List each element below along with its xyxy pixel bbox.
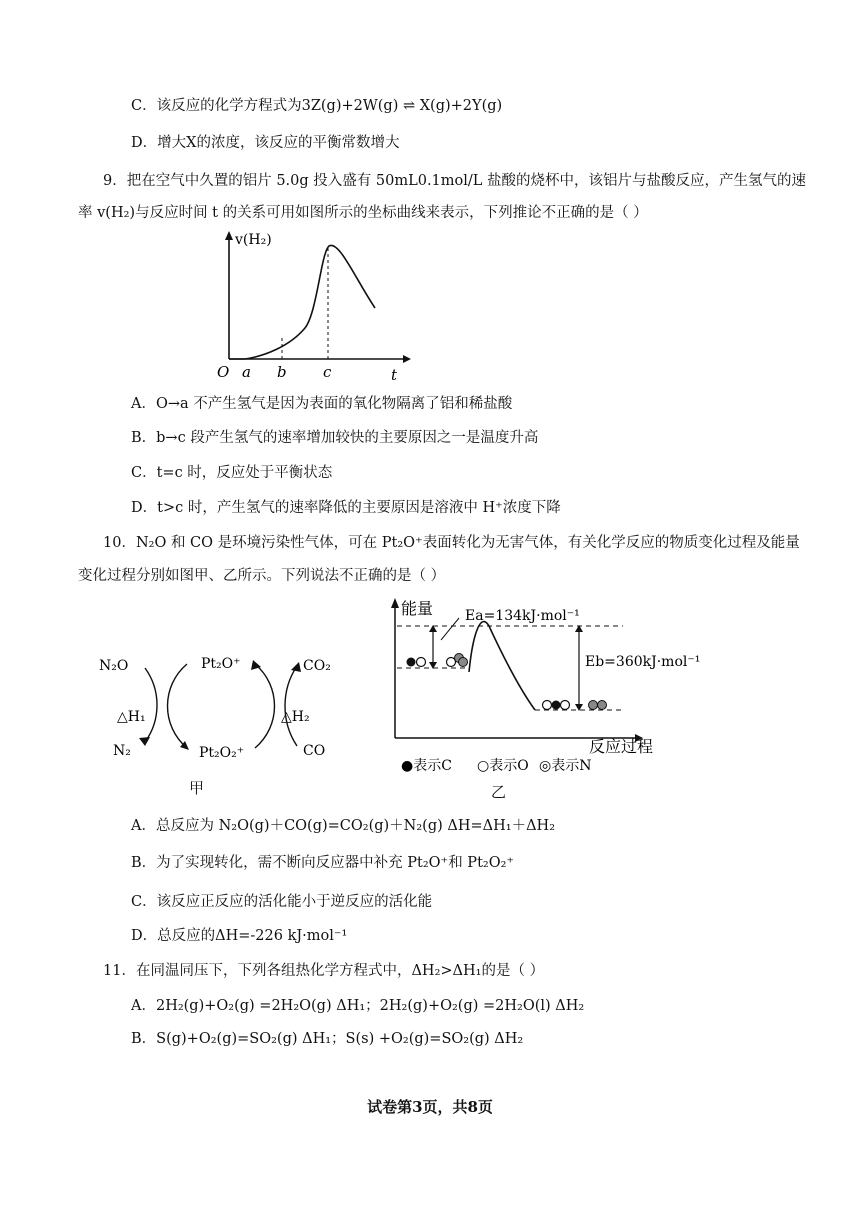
tick-c: c — [323, 363, 332, 381]
q9-stem-line2: 率 v(H₂)与反应时间 t 的关系可用如图所示的坐标曲线来表示，下列推论不正确的是（ ） — [78, 205, 648, 221]
ea-pointer — [441, 618, 459, 640]
q10-stem-line2: 变化过程分别如图甲、乙所示。下列说法不正确的是（ ） — [78, 568, 446, 584]
q8-option-c: C．该反应的化学方程式为3Z(g)+2W(g) ⇌ X(g)+2Y(g) — [131, 98, 503, 114]
origin-label: O — [217, 363, 230, 381]
ea-label: Ea=134kJ·mol⁻¹ — [465, 608, 580, 624]
n2-label: N₂ — [113, 743, 131, 759]
rate-curve — [229, 245, 375, 359]
n2o-label: N₂O — [99, 658, 129, 674]
arc-co-to-co2 — [285, 666, 297, 746]
x-axis-label: 反应过程 — [589, 737, 654, 756]
tick-a: a — [242, 363, 251, 381]
figure-yi-energy-diagram — [385, 592, 715, 777]
legend-nitrogen: ◎表示N — [539, 758, 592, 774]
q9-stem-line1: 9．把在空气中久置的铝片 5.0g 投入盛有 50mL0.1mol/L 盐酸的烧杯中，该铝片与盐酸反应，产生氢气的速 — [103, 173, 807, 189]
delta-h1-label: △H₁ — [117, 709, 146, 725]
delta-h2-label: △H₂ — [281, 709, 310, 725]
energy-curve — [469, 622, 535, 710]
legend-carbon: ●表示C — [401, 758, 452, 774]
pt2o-plus-label: Pt₂O⁺ — [201, 656, 241, 672]
legend-oxygen: ○表示O — [477, 758, 529, 774]
q11-stem: 11．在同温同压下，下列各组热化学方程式中，ΔH₂>ΔH₁的是（ ） — [103, 963, 545, 979]
x-axis-label: t — [391, 366, 398, 383]
tick-b: b — [277, 363, 287, 381]
page-footer: 试卷第3页，共8页 — [367, 1098, 493, 1116]
co-label: CO — [303, 743, 326, 759]
figure-yi-caption: 乙 — [491, 783, 507, 801]
q9-option-d: D．t>c 时，产生氢气的速率降低的主要原因是溶液中 H⁺浓度下降 — [131, 500, 561, 516]
q10-stem-line1: 10．N₂O 和 CO 是环境污染性气体，可在 Pt₂O⁺表面转化为无害气体，有关化学反应的物质变化过程及能量 — [103, 535, 800, 551]
q9-option-c: C．t=c 时，反应处于平衡状态 — [131, 465, 333, 481]
q9-option-b: B．b→c 段产生氢气的速率增加较快的主要原因之一是温度升高 — [131, 430, 539, 446]
figure-jia-cycle — [95, 640, 355, 800]
q11-option-b: B．S(g)+O₂(g)=SO₂(g) ΔH₁；S(s) +O₂(g)=SO₂(g) ΔH₂ — [131, 1031, 524, 1047]
q10-option-d: D．总反应的ΔH=-226 kJ·mol⁻¹ — [131, 928, 348, 944]
q9-option-a: A．O→a 不产生氢气是因为表面的氧化物隔离了铝和稀盐酸 — [131, 396, 513, 412]
y-axis-label: 能量 — [401, 599, 434, 618]
co2-label: CO₂ — [303, 658, 331, 674]
product-molecules — [543, 701, 607, 710]
arc-pt2o-to-pt2o2 — [168, 664, 188, 748]
q10-option-c: C．该反应正反应的活化能小于逆反应的活化能 — [131, 894, 433, 910]
pt2o2-plus-label: Pt₂O₂⁺ — [199, 745, 245, 761]
arc-n2o-to-n2 — [145, 668, 157, 742]
x-axis-arrow — [403, 355, 411, 363]
q8-option-d: D．增大X的浓度，该反应的平衡常数增大 — [131, 135, 400, 151]
arc-pt2o2-to-pt2o — [255, 664, 275, 748]
y-axis-arrow — [225, 231, 233, 240]
q9-rate-graph — [205, 228, 415, 383]
q11-option-a: A．2H₂(g)+O₂(g) =2H₂O(g) ΔH₁；2H₂(g)+O₂(g) =2H₂O(l) ΔH₂ — [131, 998, 585, 1014]
q10-option-a: A．总反应为 N₂O(g)＋CO(g)=CO₂(g)＋N₂(g) ΔH=ΔH₁＋ΔH₂ — [131, 818, 556, 834]
figure-jia-caption: 甲 — [189, 779, 205, 797]
q10-option-b: B．为了实现转化，需不断向反应器中补充 Pt₂O⁺和 Pt₂O₂⁺ — [131, 855, 515, 871]
reactant-molecules — [407, 654, 468, 667]
y-axis-label: v(H₂) — [235, 232, 272, 248]
eb-label: Eb=360kJ·mol⁻¹ — [585, 654, 701, 670]
